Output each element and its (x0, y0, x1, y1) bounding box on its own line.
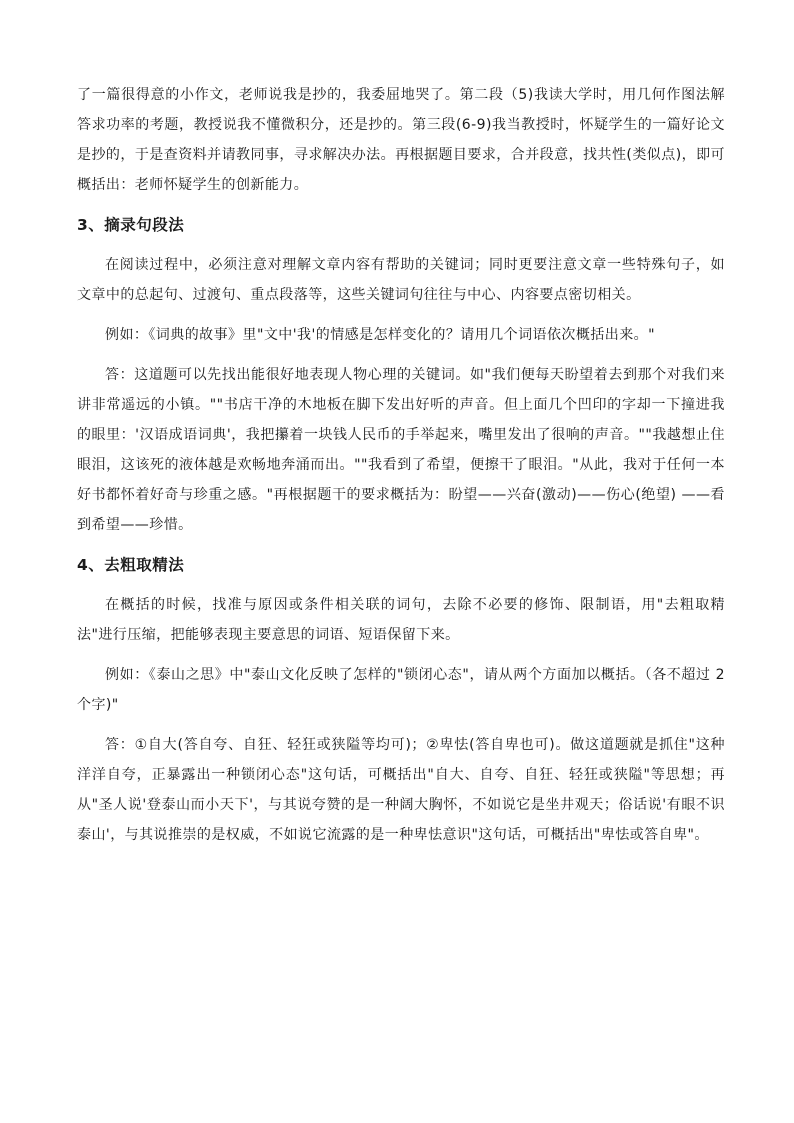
section-heading-3: 3、摘录句段法 (77, 216, 185, 234)
document-page (77, 80, 725, 850)
paragraph-3-example: 例如：《词典的故事》里"文中'我'的情感是怎样变化的？请用几个词语依次概括出来。" (105, 327, 656, 343)
paragraph-3-answer: 答：这道题可以先找出能很好地表现人物心理的关键词。如"我们便每天盼望着去到那个对我们来讲非常遥远的小镇。""书店干净的木地板在脚下发出好听的声音。但上面几个凹印的字却一下撞进我的眼里：'汉语成语词典'，我把攥着一块钱人民币的手举起来，嘴里发出了很响的声音。""我越想止住眼泪，这该死的液体越是欢畅地奔涌而出。""我看到了希望，便擦干了眼泪。"从此，我对于任何一本好书都怀着好奇与珍重之感。"再根据题干的要求概括为：盼望——兴奋(激动)——伤心(绝望) ——看到希望——珍惜。 (77, 367, 725, 533)
paragraph-3-intro: 在阅读过程中，必须注意对理解文章内容有帮助的关键词；同时更要注意文章一些特殊句子，如文章中的总起句、过渡句、重点段落等，这些关键词句往往与中心、内容要点密切相关。 (77, 257, 725, 303)
paragraph-4-answer: 答：①自大(答自夸、自狂、轻狂或狭隘等均可)；②卑怯(答自卑也可)。做这道题就是抓住"这种洋洋自夸，正暴露出一种锁闭心态"这句话，可概括出"自大、自夸、自狂、轻狂或狭隘"等思想；再从"圣人说'登泰山而小天下'，与其说夸赞的是一种阔大胸怀，不如说它是坐井观天；俗话说'有眼不识泰山'，与其说推崇的是权威，不如说它流露的是一种卑怯意识"这句话，可概括出"卑怯或答自卑"。 (77, 737, 725, 843)
paragraph-continuation: 了一篇很得意的小作文，老师说我是抄的，我委屈地哭了。第二段（5)我读大学时，用几何作图法解答求功率的考题，教授说我不懂微积分，还是抄的。第三段(6-9)我当教授时，怀疑学生的一篇好论文是抄的，于是查资料并请教同事，寻求解决办法。再根据题目要求，合并段意，找共性(类似点)，即可概括出：老师怀疑学生的创新能力。 (77, 87, 725, 193)
section-heading-4: 4、去粗取精法 (77, 556, 185, 574)
paragraph-4-example: 例如：《泰山之思》中"泰山文化反映了怎样的"锁闭心态"，请从两个方面加以概括。（各不超过 2个字)" (77, 667, 725, 713)
paragraph-4-intro: 在概括的时候，找准与原因或条件相关联的词句，去除不必要的修饰、限制语，用"去粗取精法"进行压缩，把能够表现主要意思的词语、短语保留下来。 (77, 597, 725, 643)
